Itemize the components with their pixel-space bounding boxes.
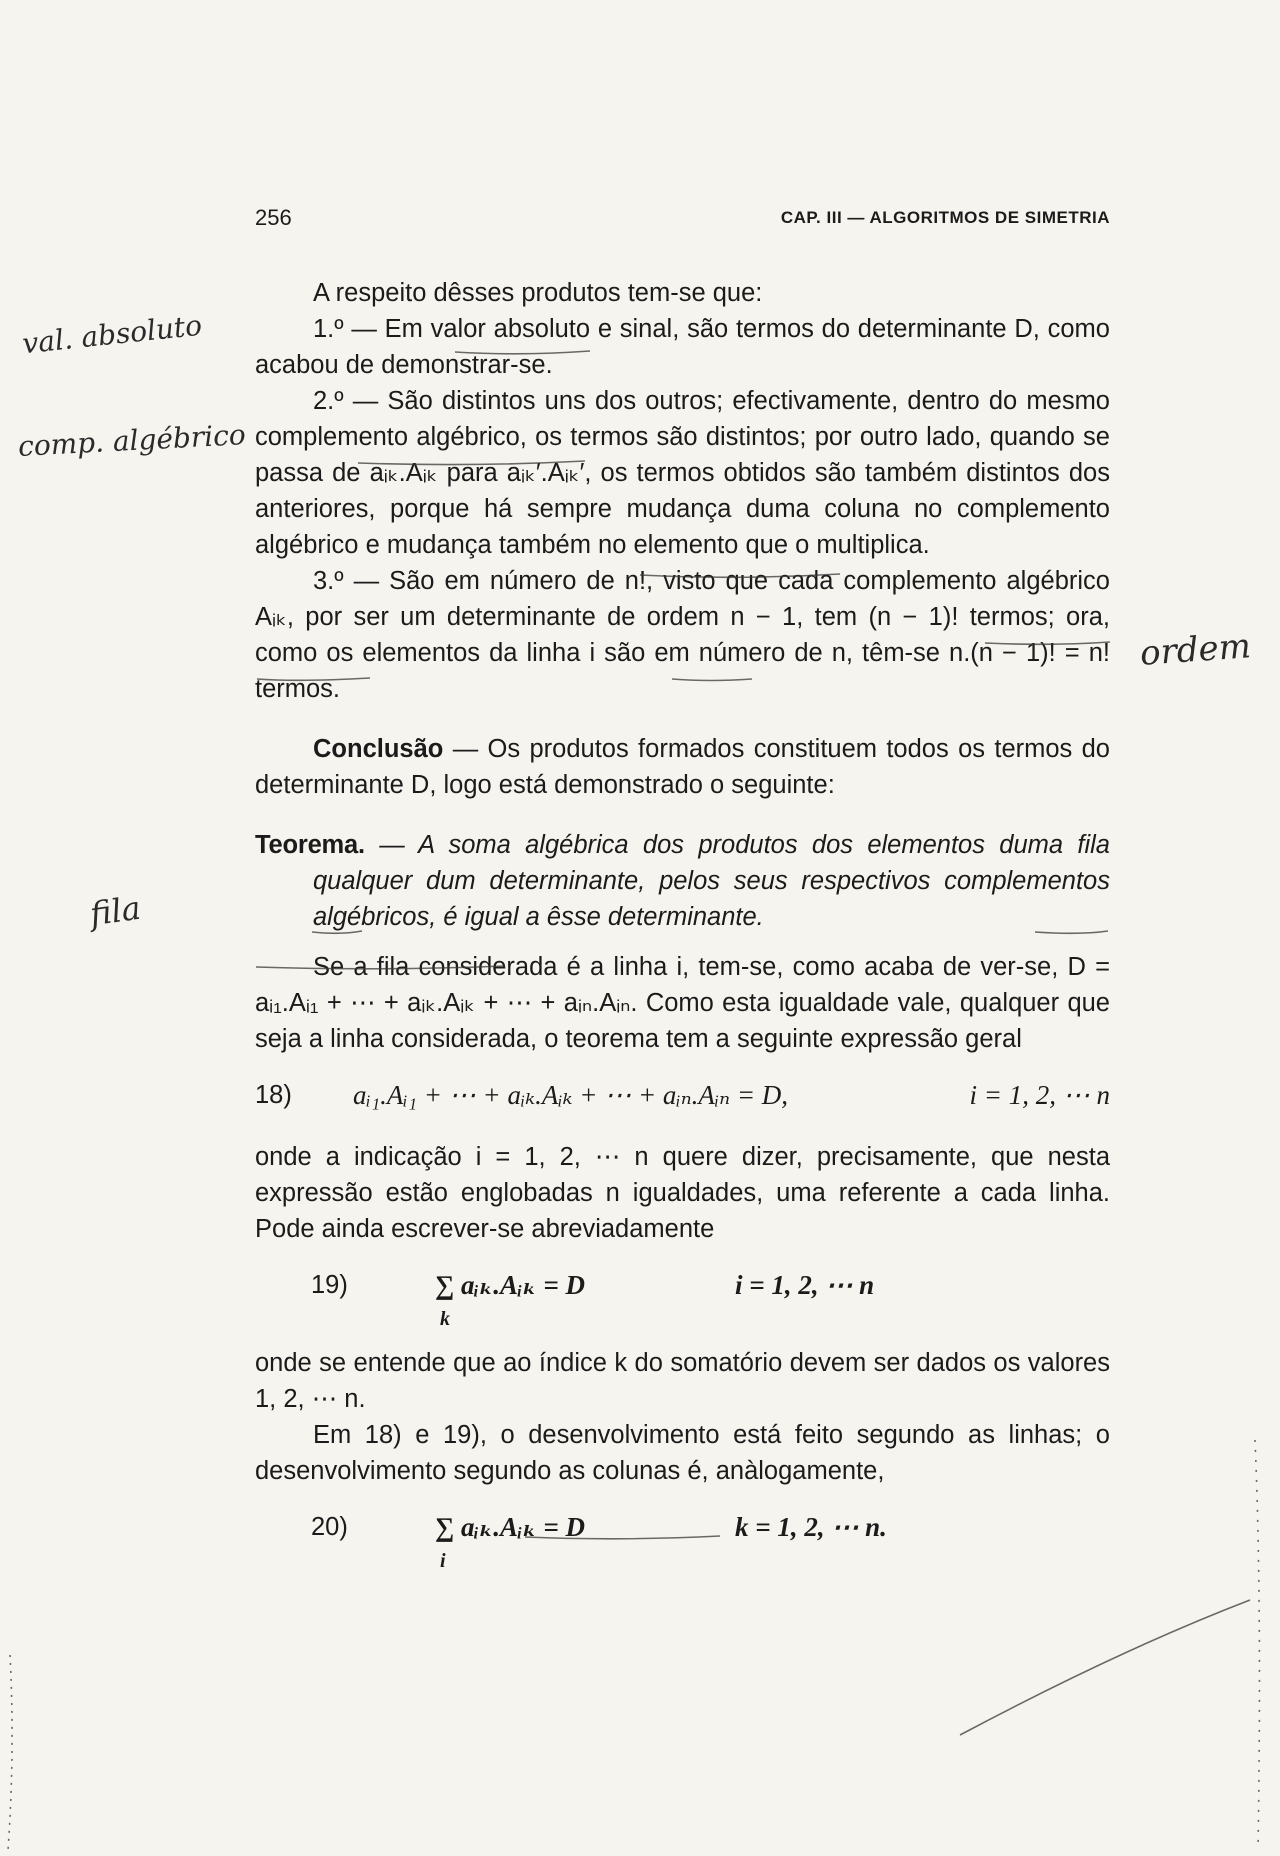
underline-valor-absoluto (455, 351, 590, 354)
margin-note-val-absoluto: val. absoluto (20, 308, 204, 361)
theorem-text: — A soma algébrica dos produtos dos elementos duma fila qualquer dum determinante, pelos seus respectivos complementos algébricos, é igual a êsse determinante. (313, 831, 1110, 931)
intro-paragraph: A respeito dêsses produtos tem-se que: (313, 279, 763, 307)
pencil-stroke-diagonal (960, 1600, 1250, 1735)
underline-complemento-algebrico-1 (358, 461, 585, 465)
equation-19-condition: i = 1, 2, ⋯ n (735, 1270, 875, 1300)
row-expansion-paragraph: Se a fila considerada é a linha i, tem-se, como acaba de ver-se, D = aᵢ₁.Aᵢ₁ + ⋯ + aᵢₖ.Aᵢₖ + ⋯ + aᵢₙ.Aᵢₙ. Como esta igualdade vale, qualquer que seja a linha considerada, o teorema tem a seguinte expressão geral (255, 953, 1110, 1053)
conclusion-text: — Os produtos formados constituem todos os termos do determinante D, logo está demonstrado o seguinte: (255, 735, 1110, 799)
after-18-paragraph: onde a indicação i = 1, 2, ⋯ n quere dizer, precisamente, que nesta expressão estão englobadas n igualdades, uma referente a cada linha. Pode ainda escrever-se abreviadamente (255, 1143, 1110, 1243)
underline-complemento-algebrico-2 (640, 574, 840, 577)
equation-19-subscript: k (440, 1308, 450, 1330)
equation-18-expression: aᵢ₁.Aᵢ₁ + ⋯ + aᵢₖ.Aᵢₖ + ⋯ + aᵢₙ.Aᵢₙ = D, (353, 1080, 789, 1110)
item-1-paragraph: 1.º — Em valor absoluto e sinal, são termos do determinante D, como acabou de demonstrar-se. (255, 315, 1110, 379)
margin-note-ordem: ordem (1138, 626, 1253, 674)
underline-complementos-2 (256, 966, 505, 969)
underline-fila (312, 931, 362, 933)
conclusion-label: Conclusão (313, 735, 444, 763)
margin-note-comp-algebrico: comp. algébrico (17, 418, 247, 463)
page-number: 256 (255, 205, 292, 230)
running-title: CAP. III — ALGORITMOS DE SIMETRIA (780, 208, 1110, 227)
underline-complementos-1 (1035, 931, 1108, 933)
item-3-paragraph: 3.º — São em número de n!, visto que cada complemento algébrico Aᵢₖ, por ser um determinante de ordem n − 1, tem (n − 1)! termos; ora, como os elementos da linha i são em número de n, têm-se n.(n − 1)! = n! termos. (255, 567, 1110, 703)
item-2-paragraph: 2.º — São distintos uns dos outros; efectivamente, dentro do mesmo complemento algébrico, os termos são distintos; por outro lado, quando se passa de aᵢₖ.Aᵢₖ para aᵢₖ′.Aᵢₖ′, os termos obtidos são também distintos dos anteriores, porque há sempre mudança duma coluna no complemento algébrico e mudança também no elemento que o multiplica. (255, 387, 1110, 559)
equation-18-condition: i = 1, 2, ⋯ n (969, 1080, 1110, 1110)
underline-complemento-1 (985, 642, 1110, 644)
underline-desenvolvimento (525, 1536, 720, 1539)
margin-note-fila: fila (87, 888, 144, 934)
equation-19-expression: ∑ aᵢₖ.Aᵢₖ = D (435, 1270, 586, 1300)
columns-paragraph: Em 18) e 19), o desenvolvimento está feito segundo as linhas; o desenvolvimento segundo as colunas é, anàlogamente, (255, 1421, 1110, 1485)
pencil-speckles-right (1255, 1440, 1259, 1850)
equation-20-condition: k = 1, 2, ⋯ n. (735, 1512, 887, 1542)
equation-20-subscript: i (440, 1550, 446, 1572)
pencil-speckles-left (8, 1655, 12, 1850)
underline-ordem (672, 679, 752, 681)
after-19-paragraph: onde se entende que ao índice k do somatório devem ser dados os valores 1, 2, ⋯ n. (255, 1349, 1110, 1413)
equation-20-expression: ∑ aᵢₖ.Aᵢₖ = D (435, 1512, 586, 1542)
equation-18-number: 18) (255, 1081, 292, 1109)
underline-algebrico (257, 678, 370, 680)
theorem-label: Teorema. (255, 831, 365, 859)
equation-19-number: 19) (311, 1271, 348, 1299)
equation-20-number: 20) (311, 1513, 348, 1541)
